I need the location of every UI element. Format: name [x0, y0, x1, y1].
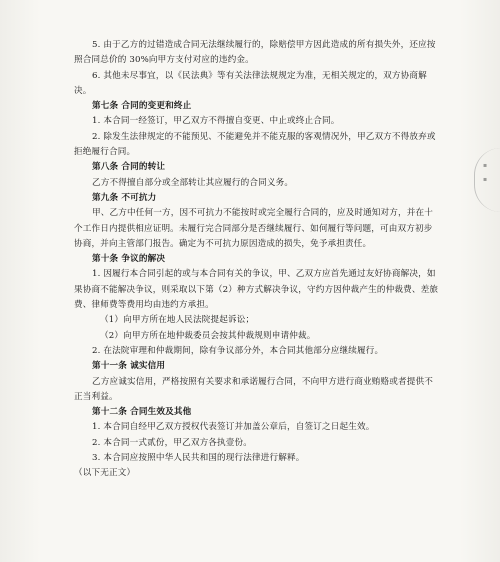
paragraph: 2. 本合同一式贰份，甲乙双方各执壹份。 — [92, 437, 253, 448]
section-heading: 第九条 不可抗力 — [92, 192, 157, 203]
paragraph: 1. 本合同自经甲乙双方授权代表签订并加盖公章后，自签订之日起生效。 — [92, 422, 375, 433]
end-of-text-note: （以下无正文） — [74, 468, 136, 479]
paragraph: 6. 其他未尽事宜，以《民法典》等有关法律法规规定为准，无相关规定的，双方协商解决。 — [74, 70, 427, 96]
contract-body — [74, 38, 440, 482]
paragraph: 5. 由于乙方的过错造成合同无法继续履行的，除赔偿甲方因此造成的所有损失外，还应按照合同总价的 30%向甲方支付对应的违约金。 — [74, 40, 436, 66]
paragraph: 3. 本合同应按照中华人民共和国的现行法律进行解释。 — [92, 453, 305, 464]
section-heading: 第八条 合同的转让 — [92, 162, 166, 173]
section-heading: 第七条 合同的变更和终止 — [92, 101, 192, 112]
paragraph: 甲、乙方中任何一方，因不可抗力不能按时或完全履行合同的，应及时通知对方，并在十个工作日内提供相应证明。未履行完合同部分是否继续履行、如何履行等问题，可由双方初步协商，并向主管部门报告。确定为不可抗力原因造成的损失，免予承担责任。 — [74, 208, 434, 249]
section-heading: 第十条 争议的解决 — [92, 254, 166, 265]
paragraph: 1. 本合同一经签订，甲乙双方不得擅自变更、中止或终止合同。 — [92, 116, 340, 127]
paragraph: 2. 在法院审理和仲裁期间，除有争议部分外，本合同其他部分应继续履行。 — [92, 345, 384, 356]
paragraph: 乙方不得擅自部分或全部转让其应履行的合同义务。 — [92, 177, 294, 188]
paragraph: 乙方应诚实信用，严格按照有关要求和承诺履行合同，不向甲方进行商业贿赂或者提供不正当利益。 — [74, 376, 434, 402]
paragraph: 1. 因履行本合同引起的或与本合同有关的争议，甲、乙双方应首先通过友好协商解决，如果协商不能解决争议，则采取以下第（2）种方式解决争议，守约方因仲裁产生的仲裁费、差旅费、律师费等费用均由违约方承担。 — [74, 269, 439, 311]
list-item: （1）向甲方所在地人民法院提起诉讼； — [100, 315, 255, 326]
section-heading: 第十一条 诚实信用 — [92, 361, 166, 372]
paragraph: 2. 除发生法律规定的不能预见、不能避免并不能克服的客观情况外，甲乙双方不得放弃或拒绝履行合同。 — [74, 131, 436, 158]
list-item: （2）向甲方所在地仲裁委员会按其仲裁规则申请仲裁。 — [100, 330, 316, 341]
seal-stamp-edge: ▪ ▪ — [474, 148, 500, 212]
section-heading: 第十二条 合同生效及其他 — [92, 407, 192, 418]
